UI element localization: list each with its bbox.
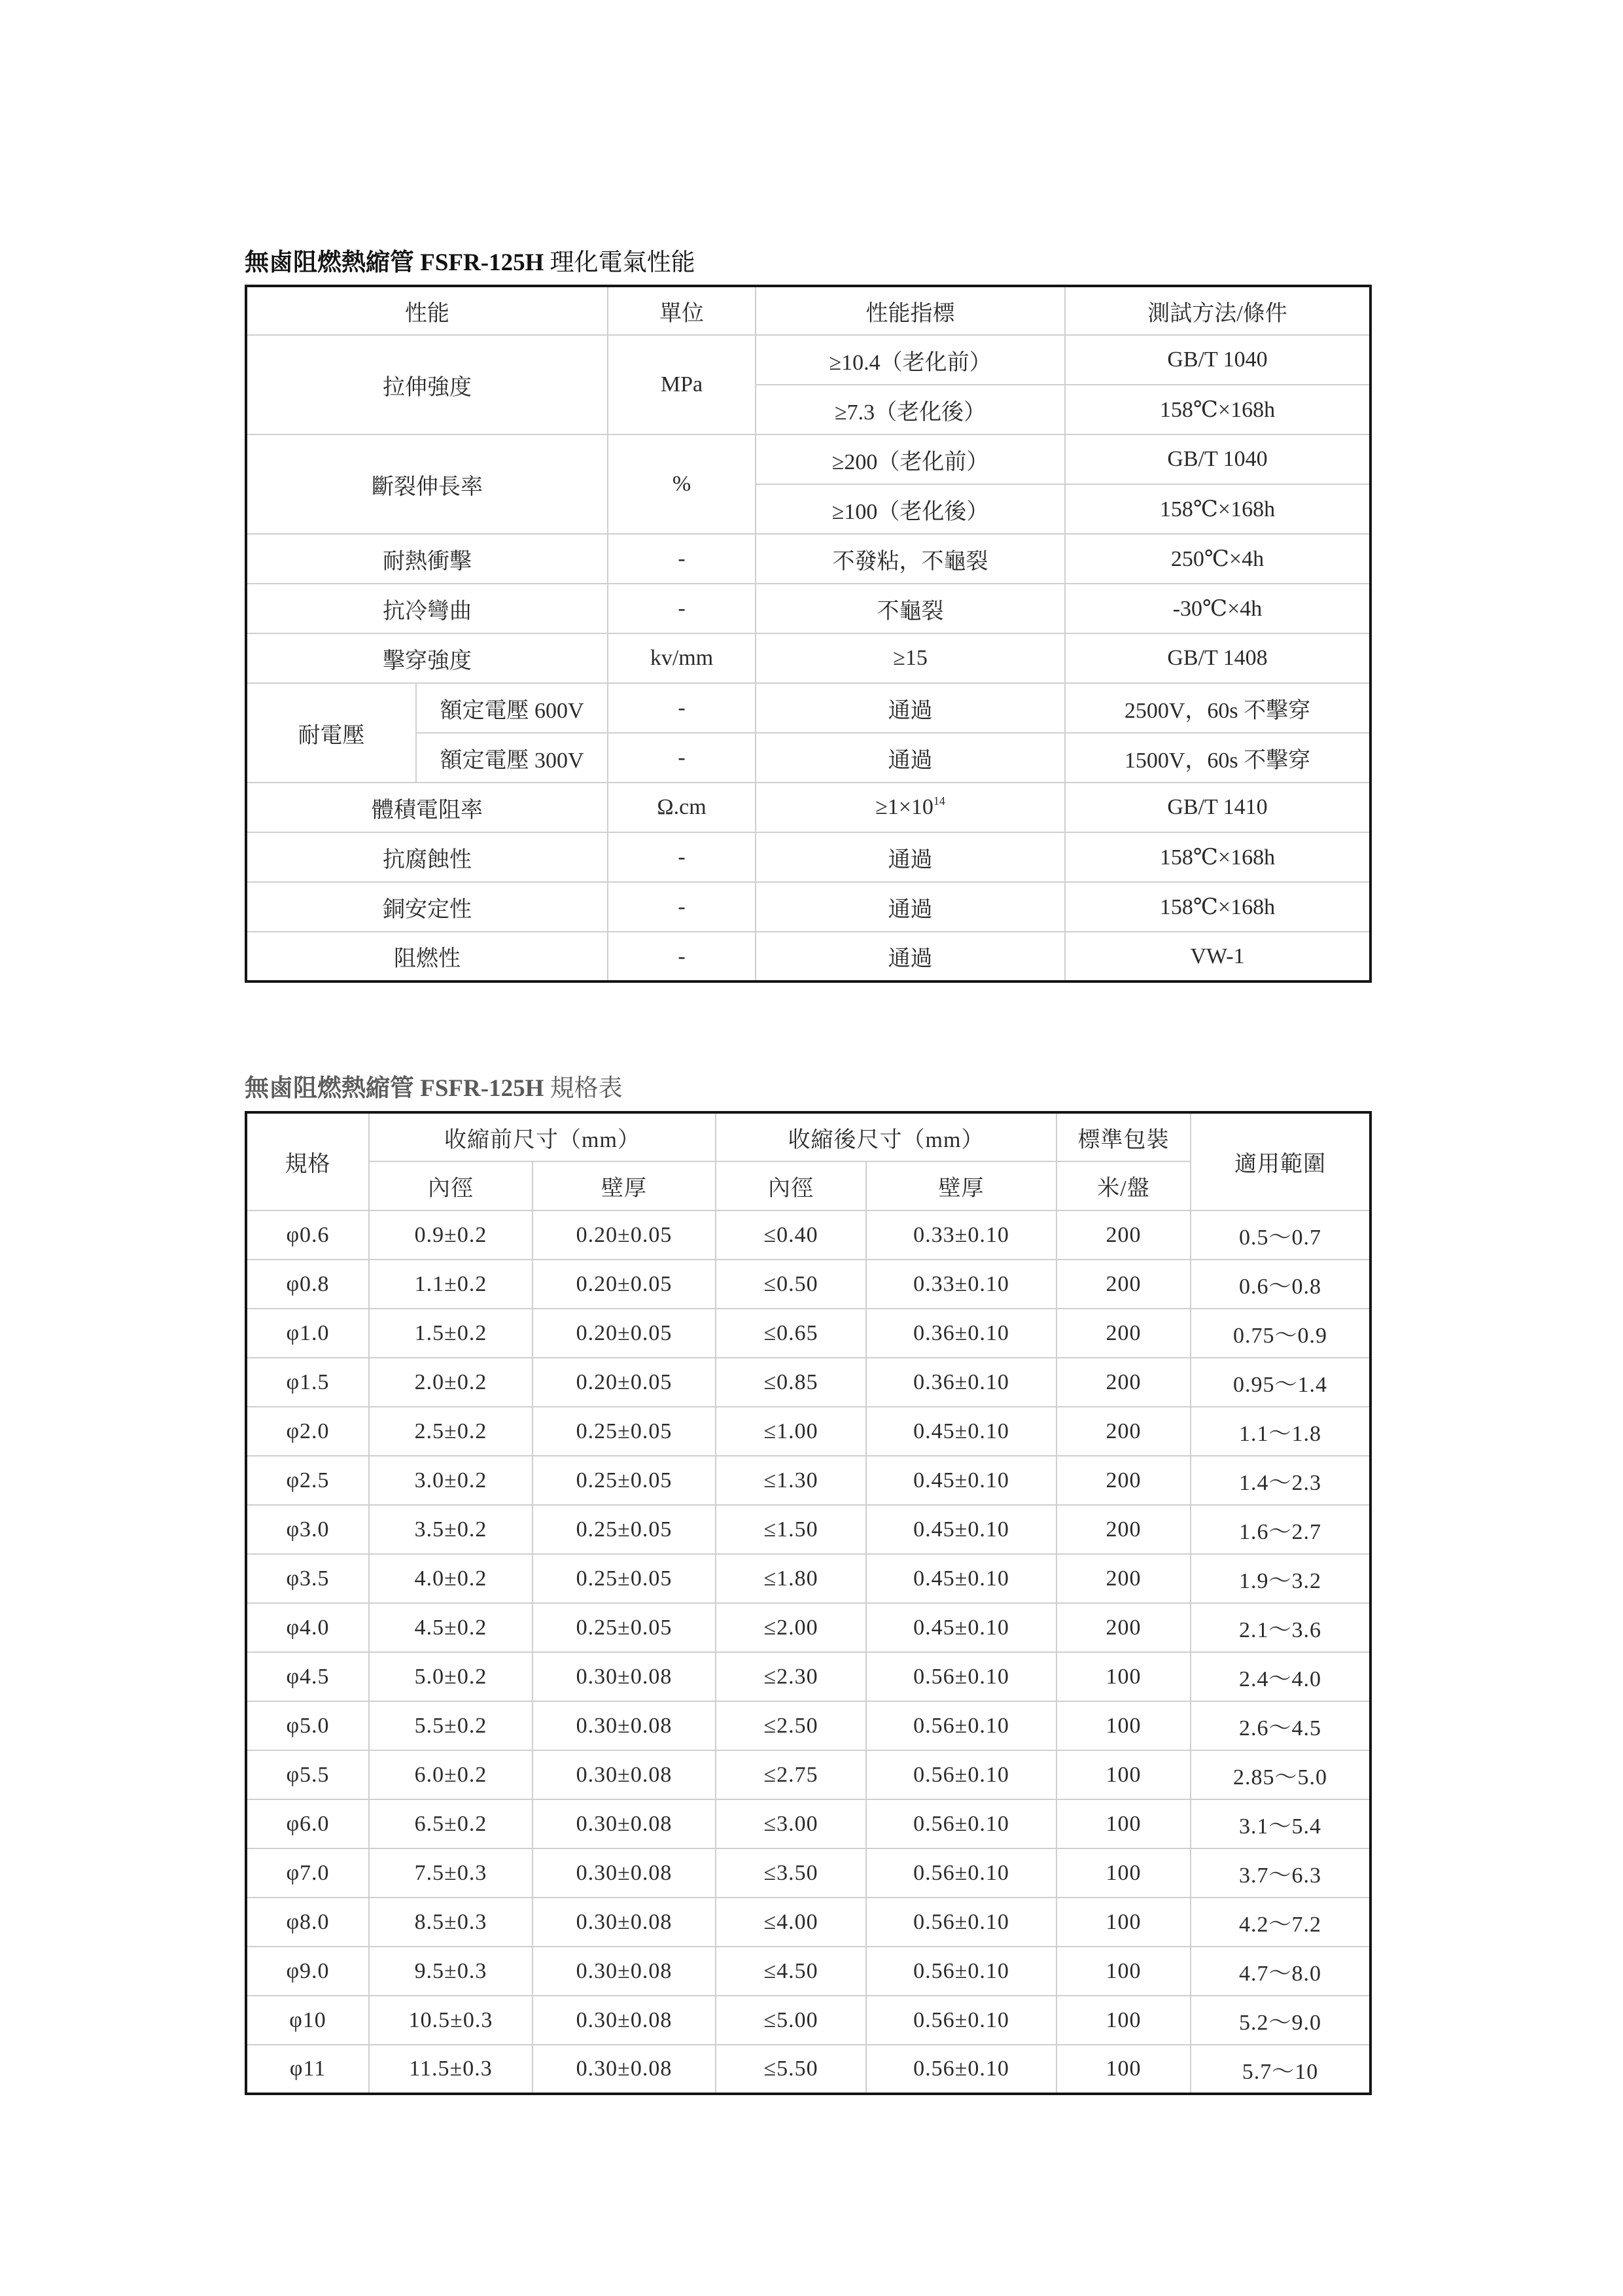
spec-before-wall: 0.30±0.08 <box>532 1996 716 2045</box>
spec-after-inner-diameter: ≤5.00 <box>716 1996 866 2045</box>
spec-after-wall: 0.45±0.10 <box>866 1456 1056 1505</box>
header-after-inner-diameter: 內徑 <box>716 1161 866 1210</box>
spec-range: 0.6～0.8 <box>1191 1260 1370 1309</box>
header-before-wall: 壁厚 <box>532 1161 716 1210</box>
header-unit: 單位 <box>608 286 756 335</box>
properties-table <box>245 285 1372 983</box>
property-index: 通過 <box>756 882 1065 932</box>
property-name: 阻燃性 <box>246 932 608 981</box>
spec-row <box>246 2045 1370 2094</box>
properties-header-row <box>246 286 1370 335</box>
spec-size: φ3.5 <box>246 1554 369 1603</box>
property-name: 斷裂伸長率 <box>246 434 608 534</box>
spec-size: φ3.0 <box>246 1505 369 1554</box>
spec-package-qty: 100 <box>1056 1652 1191 1701</box>
spec-package-qty: 100 <box>1056 1848 1191 1898</box>
spec-size: φ10 <box>246 1996 369 2045</box>
spec-size: φ1.5 <box>246 1358 369 1407</box>
spec-before-inner-diameter: 10.5±0.3 <box>369 1996 532 2045</box>
property-method: 158℃×168h <box>1065 882 1370 932</box>
spec-after-wall: 0.33±0.10 <box>866 1210 1056 1260</box>
spec-after-inner-diameter: ≤2.50 <box>716 1701 866 1750</box>
spec-before-wall: 0.30±0.08 <box>532 1652 716 1701</box>
property-index-base: ≥1×10 <box>875 795 934 819</box>
spec-range: 4.2～7.2 <box>1191 1898 1370 1947</box>
spec-package-qty: 100 <box>1056 1799 1191 1848</box>
spec-after-inner-diameter: ≤1.30 <box>716 1456 866 1505</box>
property-unit: - <box>608 584 756 633</box>
spec-size: φ2.5 <box>246 1456 369 1505</box>
spec-row <box>246 1848 1370 1898</box>
spec-before-inner-diameter: 3.0±0.2 <box>369 1456 532 1505</box>
property-index: 通過 <box>756 932 1065 981</box>
table-row <box>246 783 1370 832</box>
spec-row <box>246 1603 1370 1652</box>
spec-before-inner-diameter: 6.0±0.2 <box>369 1750 532 1799</box>
spec-size: φ8.0 <box>246 1898 369 1947</box>
spec-before-wall: 0.20±0.05 <box>532 1309 716 1358</box>
spec-package-qty: 200 <box>1056 1505 1191 1554</box>
spec-row <box>246 1554 1370 1603</box>
property-method: GB/T 1408 <box>1065 633 1370 683</box>
table-row <box>246 832 1370 882</box>
spec-before-wall: 0.25±0.05 <box>532 1407 716 1456</box>
spec-package-qty: 200 <box>1056 1456 1191 1505</box>
spec-before-inner-diameter: 7.5±0.3 <box>369 1848 532 1898</box>
spec-after-wall: 0.36±0.10 <box>866 1358 1056 1407</box>
spec-after-wall: 0.56±0.10 <box>866 1848 1056 1898</box>
spec-range: 0.75～0.9 <box>1191 1309 1370 1358</box>
specs-title-suffix: 規格表 <box>550 1075 623 1102</box>
property-unit: MPa <box>608 335 756 434</box>
spec-after-wall: 0.45±0.10 <box>866 1603 1056 1652</box>
property-method: VW-1 <box>1065 932 1370 981</box>
spec-before-wall: 0.30±0.08 <box>532 1947 716 1996</box>
table-row <box>246 584 1370 633</box>
property-method: GB/T 1410 <box>1065 783 1370 832</box>
spec-before-inner-diameter: 5.5±0.2 <box>369 1701 532 1750</box>
properties-title-product: 無鹵阻燃熱縮管 FSFR-125H <box>245 249 544 276</box>
spec-row <box>246 1456 1370 1505</box>
properties-title <box>245 249 695 277</box>
property-index: 通過 <box>756 832 1065 882</box>
table-row <box>246 932 1370 981</box>
spec-before-wall: 0.25±0.05 <box>532 1603 716 1652</box>
property-method: 158℃×168h <box>1065 484 1370 534</box>
spec-after-inner-diameter: ≤5.50 <box>716 2045 866 2094</box>
spec-before-inner-diameter: 3.5±0.2 <box>369 1505 532 1554</box>
property-method: GB/T 1040 <box>1065 335 1370 385</box>
spec-package-qty: 100 <box>1056 2045 1191 2094</box>
spec-size: φ2.0 <box>246 1407 369 1456</box>
spec-after-inner-diameter: ≤0.85 <box>716 1358 866 1407</box>
spec-size: φ0.8 <box>246 1260 369 1309</box>
table-row <box>246 434 1370 484</box>
header-before-inner-diameter: 內徑 <box>369 1161 532 1210</box>
property-index: ≥200（老化前） <box>756 434 1065 484</box>
spec-size: φ0.6 <box>246 1210 369 1260</box>
spec-row <box>246 1260 1370 1309</box>
spec-size: φ5.5 <box>246 1750 369 1799</box>
spec-row <box>246 1799 1370 1848</box>
property-name: 耐電壓 <box>246 683 416 783</box>
spec-after-wall: 0.36±0.10 <box>866 1309 1056 1358</box>
spec-range: 2.6～4.5 <box>1191 1701 1370 1750</box>
spec-after-inner-diameter: ≤1.80 <box>716 1554 866 1603</box>
property-method: 158℃×168h <box>1065 832 1370 882</box>
property-index: ≥100（老化後） <box>756 484 1065 534</box>
specs-body <box>246 1210 1370 2094</box>
property-unit: - <box>608 683 756 733</box>
spec-after-inner-diameter: ≤4.50 <box>716 1947 866 1996</box>
spec-before-inner-diameter: 4.5±0.2 <box>369 1603 532 1652</box>
spec-before-wall: 0.30±0.08 <box>532 2045 716 2094</box>
properties-title-suffix: 理化電氣性能 <box>550 249 695 276</box>
spec-range: 1.1～1.8 <box>1191 1407 1370 1456</box>
spec-after-inner-diameter: ≤1.50 <box>716 1505 866 1554</box>
spec-after-inner-diameter: ≤0.40 <box>716 1210 866 1260</box>
spec-package-qty: 200 <box>1056 1603 1191 1652</box>
spec-size: φ11 <box>246 2045 369 2094</box>
property-unit: % <box>608 434 756 534</box>
spec-before-inner-diameter: 2.5±0.2 <box>369 1407 532 1456</box>
spec-after-wall: 0.56±0.10 <box>866 1799 1056 1848</box>
property-name: 抗冷彎曲 <box>246 584 608 633</box>
header-size: 規格 <box>246 1112 369 1210</box>
spec-after-inner-diameter: ≤3.50 <box>716 1848 866 1898</box>
spec-before-wall: 0.20±0.05 <box>532 1260 716 1309</box>
spec-after-wall: 0.56±0.10 <box>866 1996 1056 2045</box>
spec-row <box>246 1898 1370 1947</box>
property-unit: - <box>608 832 756 882</box>
header-package: 標準包裝 <box>1056 1112 1191 1161</box>
header-package-unit: 米/盤 <box>1056 1161 1191 1210</box>
spec-before-wall: 0.30±0.08 <box>532 1898 716 1947</box>
spec-size: φ4.5 <box>246 1652 369 1701</box>
property-method: 250℃×4h <box>1065 534 1370 584</box>
property-method: 2500V，60s 不擊穿 <box>1065 683 1370 733</box>
spec-range: 0.5～0.7 <box>1191 1210 1370 1260</box>
spec-after-wall: 0.33±0.10 <box>866 1260 1056 1309</box>
spec-before-wall: 0.25±0.05 <box>532 1505 716 1554</box>
spec-package-qty: 100 <box>1056 1947 1191 1996</box>
property-name: 抗腐蝕性 <box>246 832 608 882</box>
property-index: ≥10.4（老化前） <box>756 335 1065 385</box>
spec-size: φ5.0 <box>246 1701 369 1750</box>
spec-after-wall: 0.45±0.10 <box>866 1554 1056 1603</box>
property-index: 通過 <box>756 733 1065 783</box>
spec-after-wall: 0.56±0.10 <box>866 1701 1056 1750</box>
spec-package-qty: 100 <box>1056 1701 1191 1750</box>
spec-before-inner-diameter: 6.5±0.2 <box>369 1799 532 1848</box>
spec-package-qty: 100 <box>1056 1996 1191 2045</box>
spec-before-wall: 0.20±0.05 <box>532 1210 716 1260</box>
table-row <box>246 633 1370 683</box>
spec-before-inner-diameter: 11.5±0.3 <box>369 2045 532 2094</box>
spec-after-wall: 0.45±0.10 <box>866 1407 1056 1456</box>
property-index: 不龜裂 <box>756 584 1065 633</box>
spec-package-qty: 100 <box>1056 1898 1191 1947</box>
spec-before-wall: 0.25±0.05 <box>532 1554 716 1603</box>
property-index-exponent: 14 <box>933 794 945 807</box>
header-after-wall: 壁厚 <box>866 1161 1056 1210</box>
spec-row <box>246 1505 1370 1554</box>
property-method: GB/T 1040 <box>1065 434 1370 484</box>
spec-range: 1.9～3.2 <box>1191 1554 1370 1603</box>
spec-after-inner-diameter: ≤0.50 <box>716 1260 866 1309</box>
spec-before-wall: 0.20±0.05 <box>532 1358 716 1407</box>
table-row <box>246 534 1370 584</box>
property-name: 耐熱衝擊 <box>246 534 608 584</box>
header-property: 性能 <box>246 286 608 335</box>
spec-before-wall: 0.30±0.08 <box>532 1750 716 1799</box>
spec-row <box>246 1750 1370 1799</box>
header-before-shrink: 收縮前尺寸（mm） <box>369 1112 716 1161</box>
table-row <box>246 683 1370 733</box>
specs-header-row <box>246 1112 1370 1161</box>
spec-after-inner-diameter: ≤4.00 <box>716 1898 866 1947</box>
property-method: 1500V，60s 不擊穿 <box>1065 733 1370 783</box>
spec-before-inner-diameter: 0.9±0.2 <box>369 1210 532 1260</box>
property-name: 銅安定性 <box>246 882 608 932</box>
spec-after-wall: 0.56±0.10 <box>866 1898 1056 1947</box>
spec-after-inner-diameter: ≤3.00 <box>716 1799 866 1848</box>
spec-before-inner-diameter: 9.5±0.3 <box>369 1947 532 1996</box>
spec-package-qty: 200 <box>1056 1210 1191 1260</box>
spec-before-inner-diameter: 1.5±0.2 <box>369 1309 532 1358</box>
spec-size: φ1.0 <box>246 1309 369 1358</box>
table-row <box>246 882 1370 932</box>
spec-range: 5.2～9.0 <box>1191 1996 1370 2045</box>
property-unit: - <box>608 733 756 783</box>
spec-package-qty: 200 <box>1056 1260 1191 1309</box>
spec-range: 0.95～1.4 <box>1191 1358 1370 1407</box>
spec-row <box>246 1652 1370 1701</box>
specs-table <box>245 1111 1372 2095</box>
spec-row <box>246 1407 1370 1456</box>
property-index: ≥15 <box>756 633 1065 683</box>
spec-package-qty: 200 <box>1056 1407 1191 1456</box>
property-subname: 額定電壓 300V <box>416 733 608 783</box>
property-method: 158℃×168h <box>1065 385 1370 434</box>
property-unit: - <box>608 932 756 981</box>
spec-range: 1.6～2.7 <box>1191 1505 1370 1554</box>
spec-package-qty: 200 <box>1056 1554 1191 1603</box>
spec-before-wall: 0.25±0.05 <box>532 1456 716 1505</box>
spec-before-wall: 0.30±0.08 <box>532 1799 716 1848</box>
spec-row <box>246 1358 1370 1407</box>
property-index: 不發粘，不龜裂 <box>756 534 1065 584</box>
property-unit: Ω.cm <box>608 783 756 832</box>
spec-after-wall: 0.45±0.10 <box>866 1505 1056 1554</box>
specs-title-product: 無鹵阻燃熱縮管 FSFR-125H <box>245 1075 544 1102</box>
spec-before-wall: 0.30±0.08 <box>532 1701 716 1750</box>
spec-size: φ9.0 <box>246 1947 369 1996</box>
spec-range: 2.85～5.0 <box>1191 1750 1370 1799</box>
property-name: 體積電阻率 <box>246 783 608 832</box>
spec-before-wall: 0.30±0.08 <box>532 1848 716 1898</box>
spec-package-qty: 200 <box>1056 1309 1191 1358</box>
header-after-shrink: 收縮後尺寸（mm） <box>716 1112 1056 1161</box>
spec-before-inner-diameter: 1.1±0.2 <box>369 1260 532 1309</box>
spec-range: 3.1～5.4 <box>1191 1799 1370 1848</box>
header-method: 測試方法/條件 <box>1065 286 1370 335</box>
spec-size: φ6.0 <box>246 1799 369 1848</box>
property-name: 擊穿強度 <box>246 633 608 683</box>
spec-row <box>246 1701 1370 1750</box>
property-unit: - <box>608 882 756 932</box>
spec-before-inner-diameter: 4.0±0.2 <box>369 1554 532 1603</box>
spec-after-inner-diameter: ≤2.00 <box>716 1603 866 1652</box>
property-subname: 額定電壓 600V <box>416 683 608 733</box>
spec-row <box>246 1309 1370 1358</box>
spec-before-inner-diameter: 5.0±0.2 <box>369 1652 532 1701</box>
property-name: 拉伸強度 <box>246 335 608 434</box>
spec-after-wall: 0.56±0.10 <box>866 1750 1056 1799</box>
spec-package-qty: 200 <box>1056 1358 1191 1407</box>
spec-before-inner-diameter: 8.5±0.3 <box>369 1898 532 1947</box>
property-unit: - <box>608 534 756 584</box>
table-row <box>246 335 1370 385</box>
spec-range: 1.4～2.3 <box>1191 1456 1370 1505</box>
spec-after-inner-diameter: ≤1.00 <box>716 1407 866 1456</box>
spec-after-inner-diameter: ≤2.30 <box>716 1652 866 1701</box>
spec-size: φ4.0 <box>246 1603 369 1652</box>
header-index: 性能指標 <box>756 286 1065 335</box>
spec-range: 5.7～10 <box>1191 2045 1370 2094</box>
property-index: 通過 <box>756 683 1065 733</box>
spec-package-qty: 100 <box>1056 1750 1191 1799</box>
spec-row <box>246 1947 1370 1996</box>
spec-size: φ7.0 <box>246 1848 369 1898</box>
spec-range: 2.4～4.0 <box>1191 1652 1370 1701</box>
spec-range: 2.1～3.6 <box>1191 1603 1370 1652</box>
spec-after-wall: 0.56±0.10 <box>866 1652 1056 1701</box>
property-method: -30℃×4h <box>1065 584 1370 633</box>
spec-row <box>246 1996 1370 2045</box>
spec-range: 3.7～6.3 <box>1191 1848 1370 1898</box>
property-unit: kv/mm <box>608 633 756 683</box>
header-range: 適用範圍 <box>1191 1112 1370 1210</box>
spec-range: 4.7～8.0 <box>1191 1947 1370 1996</box>
property-index: ≥7.3（老化後） <box>756 385 1065 434</box>
spec-after-wall: 0.56±0.10 <box>866 1947 1056 1996</box>
spec-row <box>246 1210 1370 1260</box>
property-index <box>756 783 1065 832</box>
spec-after-inner-diameter: ≤0.65 <box>716 1309 866 1358</box>
specs-title <box>245 1074 623 1103</box>
spec-before-inner-diameter: 2.0±0.2 <box>369 1358 532 1407</box>
spec-after-inner-diameter: ≤2.75 <box>716 1750 866 1799</box>
spec-after-wall: 0.56±0.10 <box>866 2045 1056 2094</box>
